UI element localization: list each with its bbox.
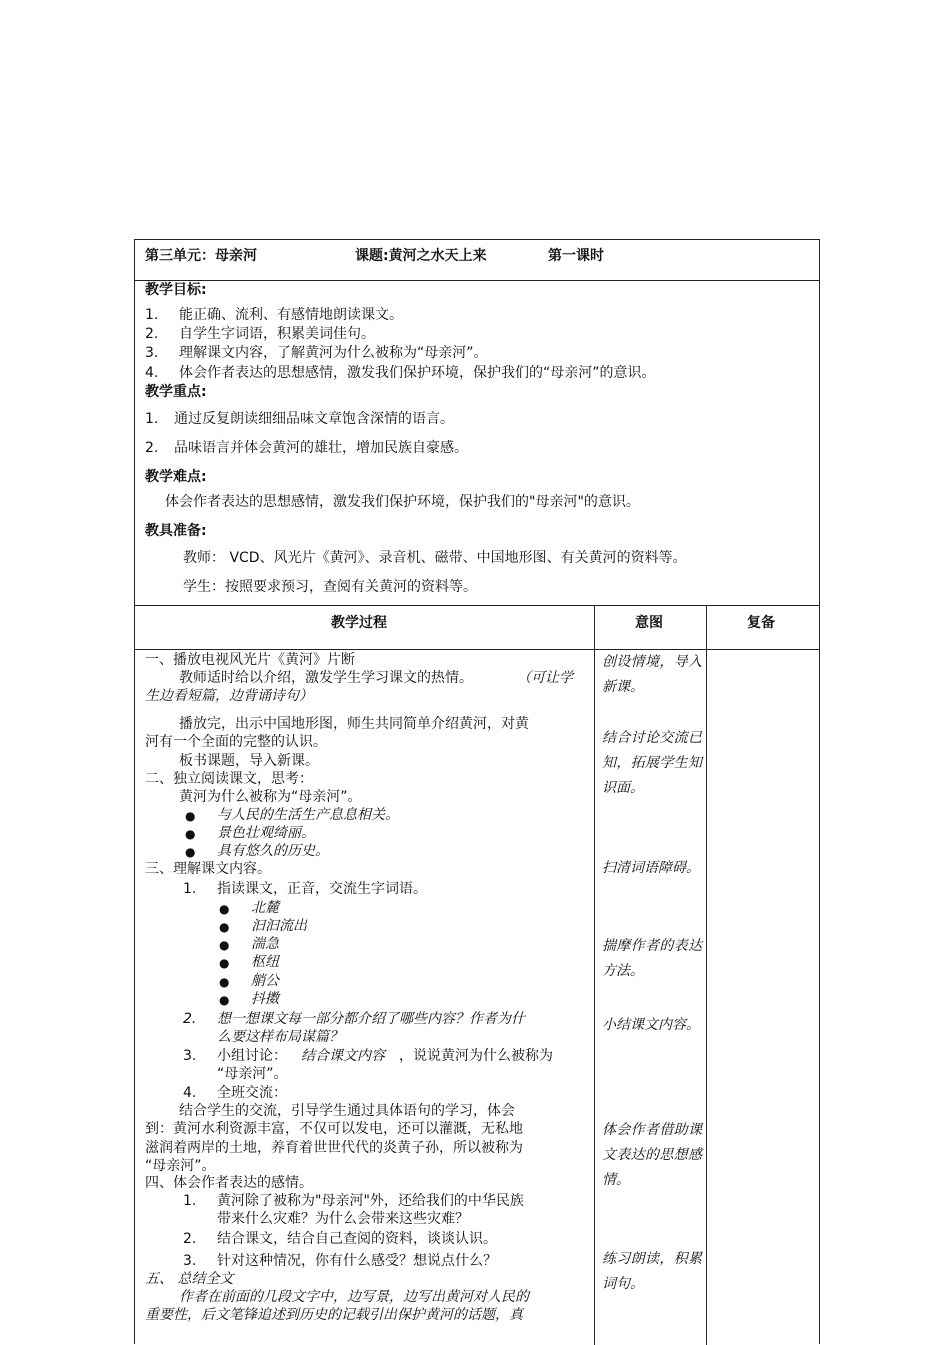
- bullet-icon: ●: [219, 920, 230, 934]
- vocab-word: 艄公: [251, 973, 279, 989]
- difficulty-heading: 教学难点:: [145, 469, 207, 485]
- keypoints-heading: 教学重点:: [145, 384, 207, 400]
- step-number: 3.: [183, 1048, 197, 1064]
- intent-note: 创设情境，导入新课。: [602, 654, 702, 695]
- step-text: 黄河除了被称为"母亲河"外，还给我们的中华民族: [217, 1193, 524, 1209]
- answer-item: 具有悠久的历史。: [217, 843, 329, 859]
- section-5-paragraph: 重要性，后文笔锋追述到历史的记载引出保护黄河的话题，真: [145, 1307, 523, 1323]
- row-divider: [135, 649, 819, 650]
- section-1-paragraph: 河有一个全面的完整的认识。: [145, 734, 327, 750]
- intent-column-header: 意图: [635, 615, 663, 631]
- intent-note: 揣摩作者的表达方法。: [602, 938, 702, 979]
- intent-note: 扫清词语障碍。: [602, 860, 700, 876]
- tools-teacher: 教师： VCD、风光片《黄河》、录音机、磁带、中国地形图、有关黄河的资料等。: [183, 550, 687, 566]
- review-column-header: 复备: [747, 615, 775, 631]
- unit-title: 第三单元：母亲河: [145, 248, 257, 264]
- bullet-icon: ●: [219, 993, 230, 1007]
- step-text: 针对这种情况，你有什么感受？想说点什么？: [217, 1253, 497, 1269]
- intent-note: 体会作者借助课文表达的思想感情。: [602, 1122, 702, 1188]
- goal-item: 体会作者表达的思想感情，激发我们保护环境，保护我们的“母亲河”的意识。: [179, 365, 656, 381]
- step-number: 3.: [183, 1253, 197, 1269]
- section-1-paragraph: 播放完，出示中国地形图，师生共同简单介绍黄河，对黄: [179, 716, 529, 732]
- row-divider: [135, 280, 819, 281]
- step-text: 结合课文，结合自己查阅的资料，谈谈认识。: [217, 1231, 497, 1247]
- step-text: “母亲河”。: [217, 1066, 288, 1082]
- bullet-icon: ●: [185, 827, 196, 841]
- answer-item: 景色壮观绮丽。: [217, 825, 315, 841]
- step-text: ，说说黄河为什么被称为: [399, 1048, 553, 1064]
- intent-note: 练习朗读，积累词句。: [602, 1251, 702, 1292]
- goal-number: 2.: [145, 326, 159, 342]
- vocab-word: 汩汩流出: [251, 918, 307, 934]
- lesson-session: 第一课时: [548, 248, 604, 264]
- section-2-question: 黄河为什么被称为“母亲河”。: [179, 789, 362, 805]
- tools-student: 学生：按照要求预习，查阅有关黄河的资料等。: [183, 579, 477, 595]
- section-5-title: 五、 总结全文: [145, 1271, 234, 1287]
- step-text: 结合课文内容: [301, 1048, 385, 1064]
- section-3-paragraph: 滋润着两岸的土地，养育着世世代代的炎黄子孙，所以被称为: [145, 1140, 523, 1156]
- vocab-word: 北麓: [251, 900, 279, 916]
- step-number: 2.: [183, 1231, 197, 1247]
- keypoint-number: 1.: [145, 411, 159, 427]
- vocab-word: 枢纽: [251, 954, 279, 970]
- goal-item: 理解课文内容，了解黄河为什么被称为“母亲河”。: [179, 345, 488, 361]
- process-column-header: 教学过程: [331, 615, 387, 631]
- goal-number: 1.: [145, 307, 159, 323]
- step-text: 么要这样布局谋篇？: [217, 1029, 343, 1045]
- section-1-note: 生边看短篇，边背诵诗句）: [145, 688, 313, 704]
- section-3-paragraph: 结合学生的交流，引导学生通过具体语句的学习，体会: [179, 1103, 515, 1119]
- column-divider: [706, 605, 707, 1345]
- goal-number: 4.: [145, 365, 159, 381]
- bullet-icon: ●: [219, 938, 230, 952]
- bullet-icon: ●: [219, 975, 230, 989]
- lesson-topic: 课题:黄河之水天上来: [355, 248, 487, 264]
- section-1-paragraph: 教师适时给以介绍，激发学生学习课文的热情。: [179, 670, 473, 686]
- keypoint-number: 2.: [145, 440, 159, 456]
- answer-item: 与人民的生活生产息息相关。: [217, 807, 399, 823]
- goals-heading: 教学目标:: [145, 282, 207, 298]
- section-5-paragraph: 作者在前面的几段文字中，边写景，边写出黄河对人民的: [179, 1289, 529, 1305]
- tools-heading: 教具准备:: [145, 523, 207, 539]
- step-number: 1.: [183, 1193, 197, 1209]
- intent-note: 小结课文内容。: [602, 1017, 700, 1033]
- row-divider: [135, 605, 819, 606]
- intent-note: 结合讨论交流已知，拓展学生知识面。: [602, 730, 702, 796]
- step-text: 想一想课文每一部分都介绍了哪些内容？作者为什: [217, 1011, 525, 1027]
- section-3-paragraph: 到：黄河水利资源丰富，不仅可以发电，还可以灌溉，无私地: [145, 1121, 523, 1137]
- lesson-plan-table: [134, 239, 820, 1344]
- keypoint-item: 通过反复朗读细细品味文章饱含深情的语言。: [174, 411, 454, 427]
- section-1-title: 一、播放电视风光片《黄河》片断: [145, 652, 355, 668]
- difficulty-text: 体会作者表达的思想感情，激发我们保护环境，保护我们的"母亲河"的意识。: [165, 494, 640, 510]
- vocab-word: 湍急: [251, 936, 279, 952]
- keypoint-item: 品味语言并体会黄河的雄壮，增加民族自豪感。: [174, 440, 468, 456]
- step-text: 小组讨论：: [217, 1048, 287, 1064]
- section-3-paragraph: “母亲河”。: [145, 1158, 216, 1174]
- column-divider: [594, 605, 595, 1345]
- bullet-icon: ●: [185, 809, 196, 823]
- section-4-title: 四、体会作者表达的感情。: [145, 1175, 313, 1191]
- step-number: 1.: [183, 881, 197, 897]
- bullet-icon: ●: [219, 902, 230, 916]
- step-text: 指读课文，正音，交流生字词语。: [217, 881, 427, 897]
- step-number: 2.: [183, 1011, 197, 1027]
- bullet-icon: ●: [185, 845, 196, 859]
- step-text: 带来什么灾难？为什么会带来这些灾难？: [217, 1211, 469, 1227]
- step-text: 全班交流：: [217, 1085, 287, 1101]
- goal-item: 自学生字词语，积累美词佳句。: [179, 326, 375, 342]
- section-1-paragraph: 板书课题，导入新课。: [179, 753, 319, 769]
- section-1-note: （可让学: [517, 670, 573, 686]
- section-3-title: 三、理解课文内容。: [145, 861, 271, 877]
- goal-number: 3.: [145, 345, 159, 361]
- vocab-word: 抖擞: [251, 991, 279, 1007]
- section-2-title: 二、独立阅读课文，思考：: [145, 771, 313, 787]
- step-number: 4.: [183, 1085, 197, 1101]
- goal-item: 能正确、流利、有感情地朗读课文。: [179, 307, 403, 323]
- bullet-icon: ●: [219, 956, 230, 970]
